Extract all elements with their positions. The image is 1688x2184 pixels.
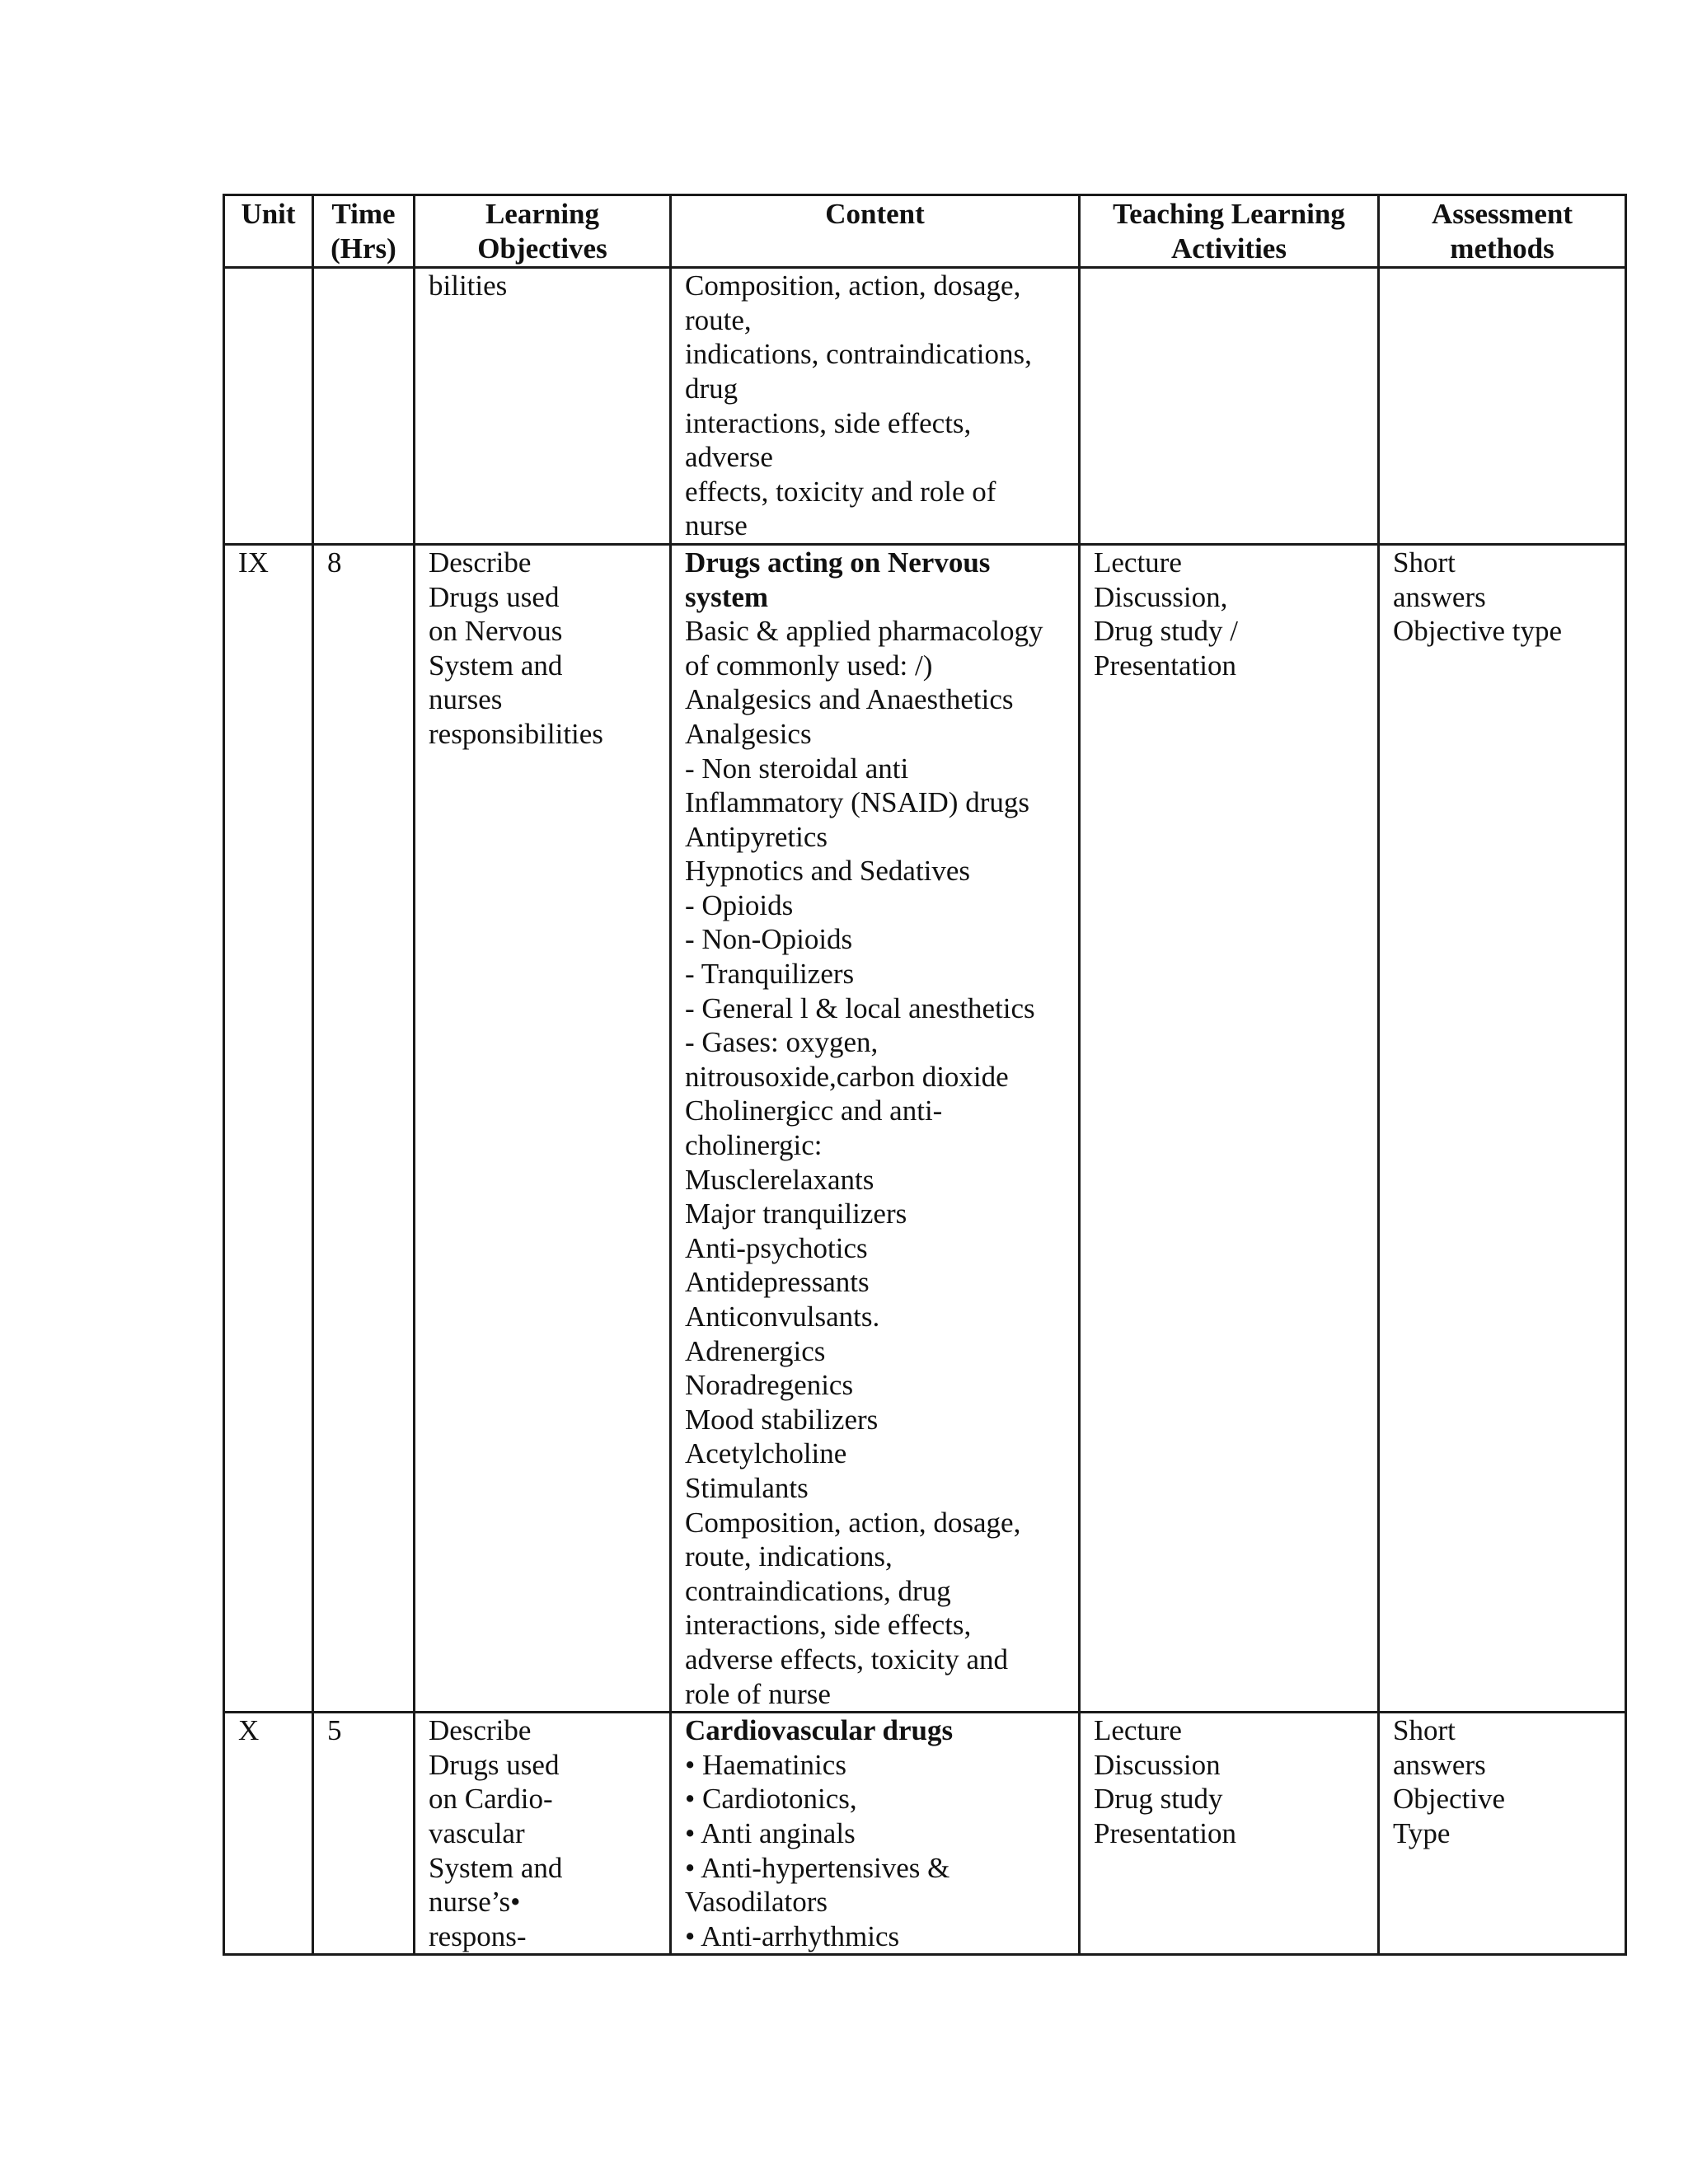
content-line: Composition, action, dosage, (685, 1506, 1021, 1539)
content-line: Anticonvulsants. (685, 1301, 880, 1333)
syllabus-table (223, 194, 1627, 1956)
content-line: of commonly used: /) (685, 649, 933, 682)
content-line: contraindications, drug (685, 1574, 951, 1607)
unit-cell (224, 544, 313, 1712)
content-line: Noradregenics (685, 1369, 854, 1402)
content-line: Hypnotics and Sedatives (685, 855, 971, 888)
objective-line: System and (429, 649, 563, 682)
content-line: Composition, action, dosage, (685, 269, 1021, 302)
time-value: 8 (327, 546, 342, 579)
objective-line: nurse’s• (429, 1886, 521, 1919)
content-line: interactions, side effects, (685, 1609, 972, 1642)
content-heading-line: Cardiovascular drugs (685, 1714, 954, 1747)
assessment-cell (1379, 268, 1626, 545)
activity-line: Discussion (1094, 1748, 1221, 1781)
header-learning-objectives: Learning Objectives (415, 195, 671, 268)
content-line: indications, contraindications, (685, 338, 1032, 371)
content-line: • Anti-arrhythmics (685, 1919, 900, 1952)
activity-line: Drug study / (1094, 615, 1238, 648)
unit-cell (224, 268, 313, 545)
unit-value: X (238, 1714, 260, 1747)
content-line: Inflammatory (NSAID) drugs (685, 786, 1029, 819)
activity-line: Lecture (1094, 546, 1182, 579)
content-line: • Anti-hypertensives & (685, 1851, 950, 1884)
content-line: Cholinergicc and anti- (685, 1094, 943, 1127)
objective-line: Drugs used (429, 1748, 560, 1781)
assessment-cell (1379, 544, 1626, 1712)
activity-line: Presentation (1094, 649, 1237, 682)
header-time: Time (Hrs) (313, 195, 415, 268)
content-line: - Opioids (685, 888, 794, 921)
content-line: • Anti anginals (685, 1816, 856, 1849)
objectives-cell (415, 1713, 671, 1955)
content-heading-line: Drugs acting on Nervous (685, 546, 991, 579)
content-line: Musclerelaxants (685, 1163, 874, 1196)
content-line: nurse (685, 509, 748, 542)
content-line: Adrenergics (685, 1334, 826, 1367)
content-cell (671, 544, 1080, 1712)
objectives-cell (415, 268, 671, 545)
assessment-line: Short (1393, 546, 1456, 579)
table-row (224, 544, 1626, 1712)
content-line: Acetylcholine (685, 1437, 847, 1470)
unit-cell (224, 1713, 313, 1955)
content-line: effects, toxicity and role of (685, 475, 996, 508)
objective-line: on Cardio- (429, 1783, 553, 1816)
header-assessment-methods: Assessment methods (1379, 195, 1626, 268)
activities-cell (1080, 1713, 1379, 1955)
content-cell (671, 268, 1080, 545)
content-line: Anti-psychotics (685, 1231, 868, 1264)
table-row (224, 268, 1626, 545)
assessment-line: answers (1393, 1748, 1486, 1781)
content-line: - Non-Opioids (685, 923, 853, 956)
content-line: adverse effects, toxicity and (685, 1643, 1008, 1675)
content-line: Mood stabilizers (685, 1403, 879, 1436)
table-row (224, 1713, 1626, 1955)
objective-line: Drugs used (429, 580, 560, 613)
objective-line: System and (429, 1851, 563, 1884)
time-cell (313, 1713, 415, 1955)
content-line: - Gases: oxygen, (685, 1026, 879, 1059)
content-line: cholinergic: (685, 1129, 823, 1162)
activity-line: Discussion, (1094, 580, 1228, 613)
time-value: 5 (327, 1714, 342, 1747)
content-line: Stimulants (685, 1471, 809, 1504)
objective-line: Describe (429, 1714, 532, 1747)
objective-line: vascular (429, 1816, 525, 1849)
activity-line: Presentation (1094, 1816, 1237, 1849)
activity-line: Lecture (1094, 1714, 1182, 1747)
header-teaching-activities: Teaching Learning Activities (1080, 195, 1379, 268)
header-unit: Unit (224, 195, 313, 268)
objective-line: on Nervous (429, 615, 563, 648)
content-line: nitrousoxide,carbon dioxide (685, 1060, 1009, 1093)
table-header-row (224, 195, 1626, 268)
assessment-line: Type (1393, 1816, 1451, 1849)
content-line: adverse (685, 441, 773, 474)
assessment-line: Objective (1393, 1783, 1506, 1816)
content-line: role of nurse (685, 1677, 831, 1710)
objectives-cell (415, 544, 671, 1712)
content-line: Antidepressants (685, 1266, 870, 1299)
content-line: - Non steroidal anti (685, 752, 909, 785)
content-line: Analgesics (685, 717, 812, 750)
content-line: • Cardiotonics, (685, 1783, 857, 1816)
assessment-line: Objective type (1393, 615, 1563, 648)
objective-line: bilities (429, 269, 508, 302)
time-cell (313, 268, 415, 545)
objective-line: nurses (429, 683, 503, 716)
content-line: • Haematinics (685, 1748, 846, 1781)
objective-line: respons- (429, 1919, 527, 1952)
content-line: route, indications, (685, 1540, 893, 1573)
content-line: interactions, side effects, (685, 406, 972, 439)
time-cell (313, 544, 415, 1712)
activities-cell (1080, 268, 1379, 545)
activities-cell (1080, 544, 1379, 1712)
objective-line: Describe (429, 546, 532, 579)
assessment-line: answers (1393, 580, 1486, 613)
content-line: - Tranquilizers (685, 958, 855, 991)
content-heading-line: system (685, 580, 769, 613)
content-line: - General l & local anesthetics (685, 991, 1035, 1024)
header-content: Content (671, 195, 1080, 268)
unit-value: IX (238, 546, 269, 579)
content-line: route, (685, 303, 752, 336)
content-line: Vasodilators (685, 1886, 828, 1919)
assessment-line: Short (1393, 1714, 1456, 1747)
content-line: drug (685, 372, 738, 405)
content-line: Basic & applied pharmacology (685, 615, 1043, 648)
content-line: Major tranquilizers (685, 1197, 907, 1230)
content-line: Analgesics and Anaesthetics (685, 683, 1014, 716)
activity-line: Drug study (1094, 1783, 1223, 1816)
content-cell (671, 1713, 1080, 1955)
content-line: Antipyretics (685, 820, 828, 853)
objective-line: responsibilities (429, 717, 603, 750)
assessment-cell (1379, 1713, 1626, 1955)
